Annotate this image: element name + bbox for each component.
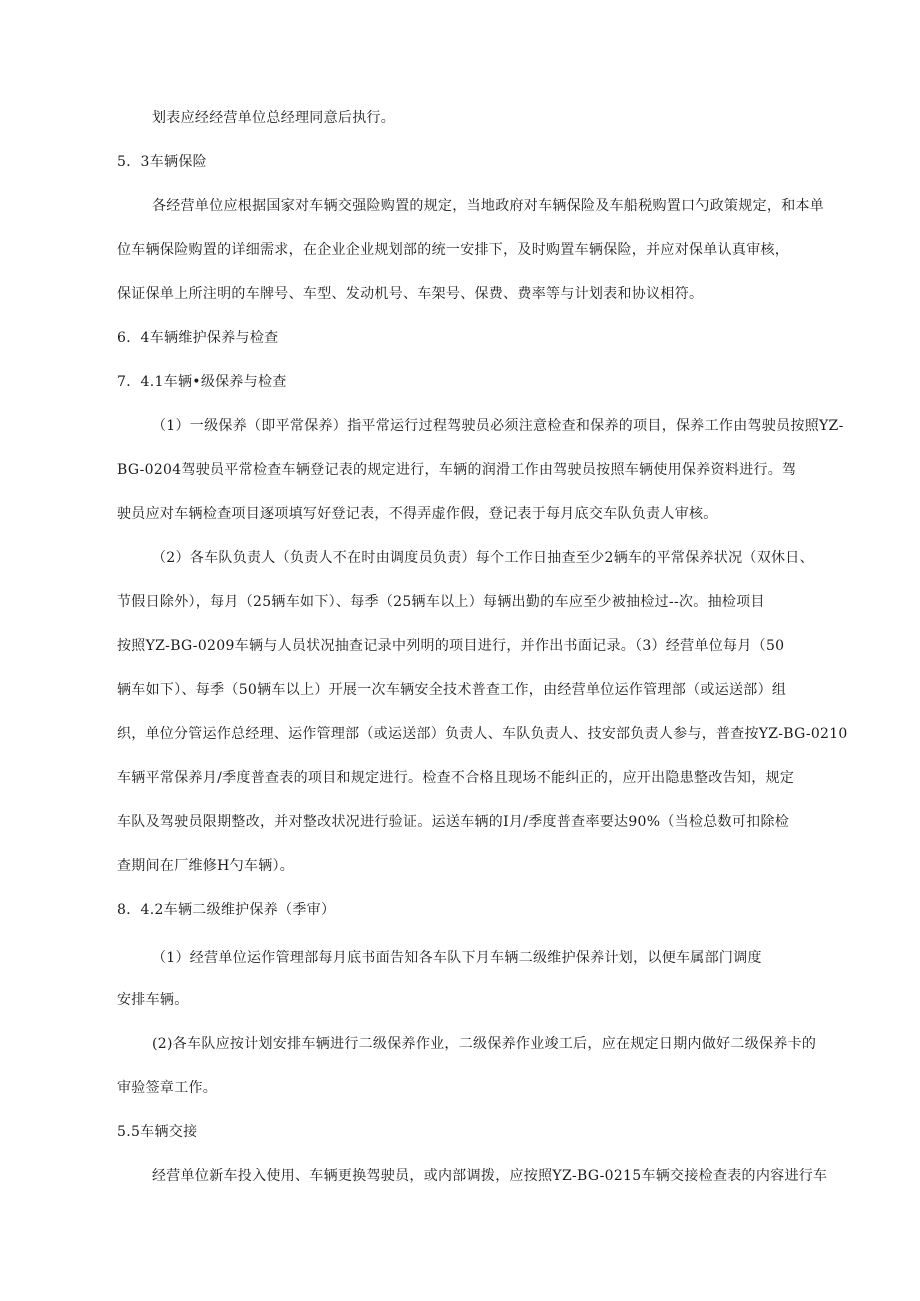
paragraph-line: 按照YZ-BG-0209车辆与人员状况抽查记录中列明的项目进行，并作出书面记录。（3）经营单位每月（50 [117, 638, 785, 654]
paragraph-line: 车队及驾驶员限期整改，并对整改状况进行验证。运送车辆的I月/季度普查率要达90%（当检总数可扣除检 [117, 814, 790, 830]
paragraph-line: 审验签章工作。 [117, 1080, 218, 1096]
paragraph-line: BG-0204驾驶员平常检查车辆登记表的规定进行，车辆的润滑工作由驾驶员按照车辆使用保养资料进行。驾 [117, 462, 797, 478]
section-heading: 6．4车辆维护保养与检查 [117, 330, 279, 346]
section-heading: 5.5车辆交接 [117, 1124, 198, 1140]
paragraph-line: （2）各车队负责人（负责人不在时由调度员负责）每个工作日抽查至少2辆车的平常保养状况（双休日、 [152, 550, 814, 566]
paragraph-line: 位车辆保险购置的详细需求，在企业企业规划部的统一安排下，及时购置车辆保险，并应对保单认真审核， [117, 242, 790, 258]
section-heading: 5．3车辆保险 [117, 154, 207, 170]
paragraph-line: 辆车如下）、每季（50辆车以上）开展一次车辆安全技术普查工作，由经营单位运作管理部（或运送部）组 [117, 682, 787, 698]
paragraph-line: （1）经营单位运作管理部每月底书面告知各车队下月车辆二级维护保养计划，以便车属部门调度 [152, 950, 762, 966]
paragraph-line: （1）一级保养（即平常保养）指平常运行过程驾驶员必须注意检查和保养的项目，保养工作由驾驶员按照YZ- [152, 418, 844, 434]
paragraph-line: 安排车辆。 [117, 992, 189, 1008]
paragraph-line: 各经营单位应根据国家对车辆交强险购置的规定，当地政府对车辆保险及车船税购置口勺政策规定，和本单 [152, 198, 825, 214]
paragraph-line: 驶员应对车辆检查项目逐项填写好登记表，不得弄虚作假，登记表于每月底交车队负责人审核。 [117, 506, 718, 522]
section-heading: 7．4.1车辆•级保养与检查 [117, 374, 287, 390]
paragraph-line: 节假日除外），每月（25辆车如下）、每季（25辆车以上）每辆出勤的车应至少被抽检过--次。抽检项目 [117, 594, 765, 610]
paragraph-line: 织，单位分管运作总经理、运作管理部（或运送部）负责人、车队负责人、技安部负责人参与，普查按YZ-BG-0210 [117, 726, 848, 742]
section-heading: 8．4.2车辆二级维护保养（季审） [117, 902, 336, 918]
paragraph-line: 车辆平常保养月/季度普查表的项目和规定进行。检查不合格且现场不能纠正的，应开出隐患整改告知，规定 [117, 770, 795, 786]
paragraph-line: 经营单位新车投入使用、车辆更换驾驶员，或内部调拨，应按照YZ-BG-0215车辆交接检查表的内容进行车 [152, 1168, 828, 1184]
paragraph-line: 查期间在厂维修H勺车辆）。 [117, 858, 295, 874]
paragraph-line: 保证保单上所注明的车牌号、车型、发动机号、车架号、保费、费率等与计划表和协议相符。 [117, 286, 704, 302]
paragraph-line: (2)各车队应按计划安排车辆进行二级保养作业，二级保养作业竣工后，应在规定日期内做好二级保养卡的 [152, 1036, 817, 1052]
paragraph-line: 划表应经经营单位总经理同意后执行。 [152, 110, 396, 126]
